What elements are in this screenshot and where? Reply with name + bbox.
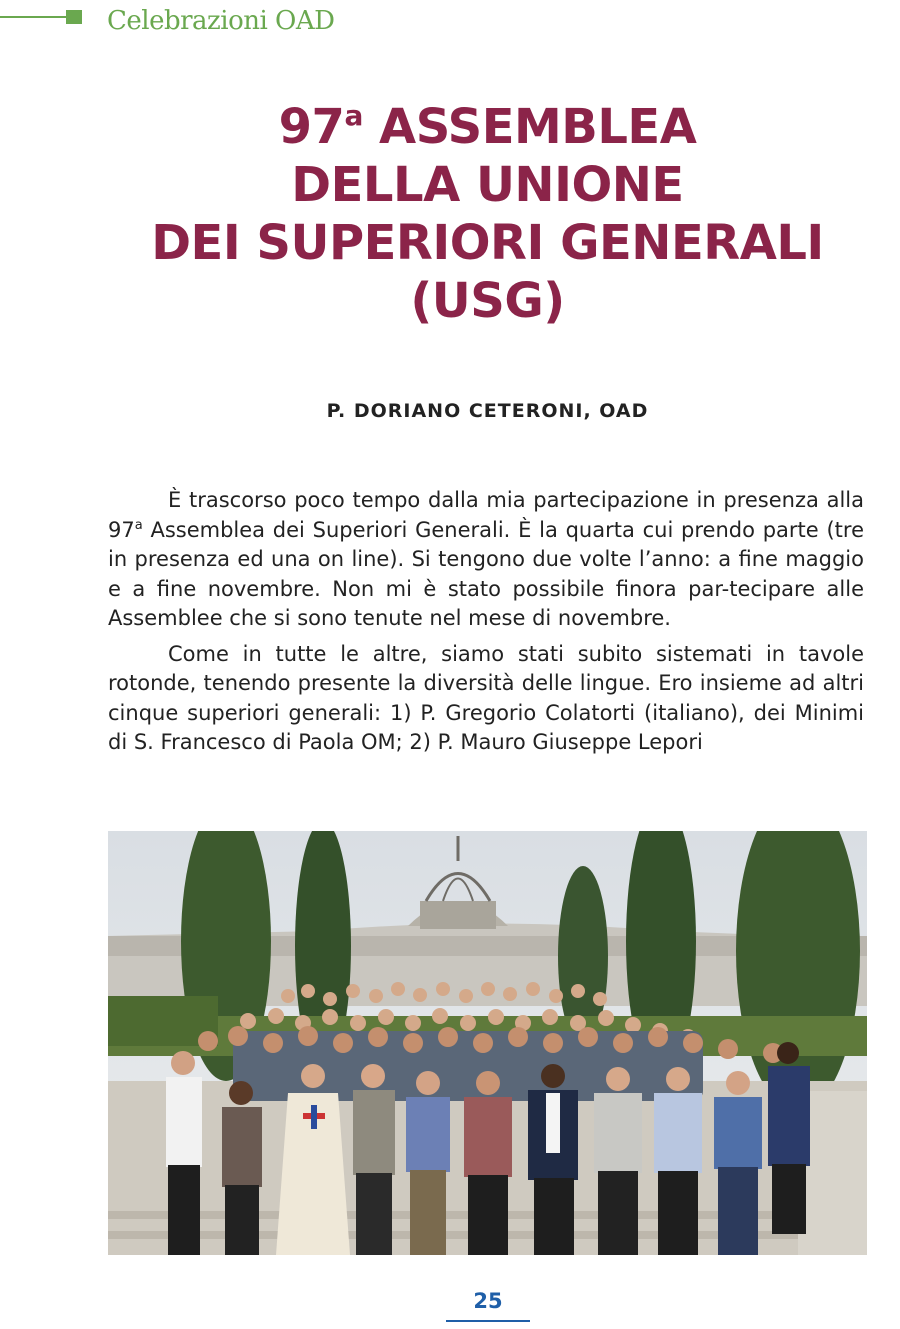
- paragraph-1-part-a: È trascorso poco tempo dalla mia partecipazione in presenza alla 97: [108, 488, 864, 542]
- title-number: 97: [278, 99, 345, 155]
- title-line-1: [110, 98, 865, 156]
- paragraph-1: [108, 486, 864, 634]
- title-ordinal: a: [344, 99, 363, 132]
- article-author: P. DORIANO CETERONI, OAD: [326, 400, 649, 422]
- page-number: 25: [473, 1289, 503, 1313]
- page-number-rule: [446, 1320, 530, 1322]
- article-title: [110, 98, 865, 330]
- group-photo-illustration: [108, 831, 867, 1255]
- person: [166, 1051, 202, 1255]
- title-line-4: (USG): [410, 273, 565, 329]
- title-line-1-rest: ASSEMBLEA: [362, 99, 697, 155]
- title-line-3: DEI SUPERIORI GENERALI: [151, 215, 824, 271]
- paragraph-1-ordinal: a: [134, 517, 143, 533]
- header-rule: [0, 16, 68, 18]
- section-label: Celebrazioni OAD: [107, 6, 335, 36]
- paragraph-2: Come in tutte le altre, siamo stati subito sistemati in tavole rotonde, tenendo presente la diversità delle lingue. Ero insieme ad altri cinque superiori generali: 1) P. Gregorio Colatorti (italiano), dei Minimi di S. Francesco di Paola OM; 2) P. Mauro Giuseppe Lepori: [108, 641, 864, 754]
- article-body: [108, 486, 864, 764]
- title-line-2: DELLA UNIONE: [291, 157, 684, 213]
- header-square: [66, 10, 82, 24]
- paragraph-1-part-b: Assemblea dei Superiori Generali. È la quarta cui prendo parte (tre in presenza ed una on line). Si tengono due volte l’anno: a fine maggio e a fine novembre. Non mi è stato possibile finora par-tecipare alle Assemblee che si sono tenute nel mese di novembre.: [108, 517, 864, 630]
- group-photo: [108, 831, 867, 1255]
